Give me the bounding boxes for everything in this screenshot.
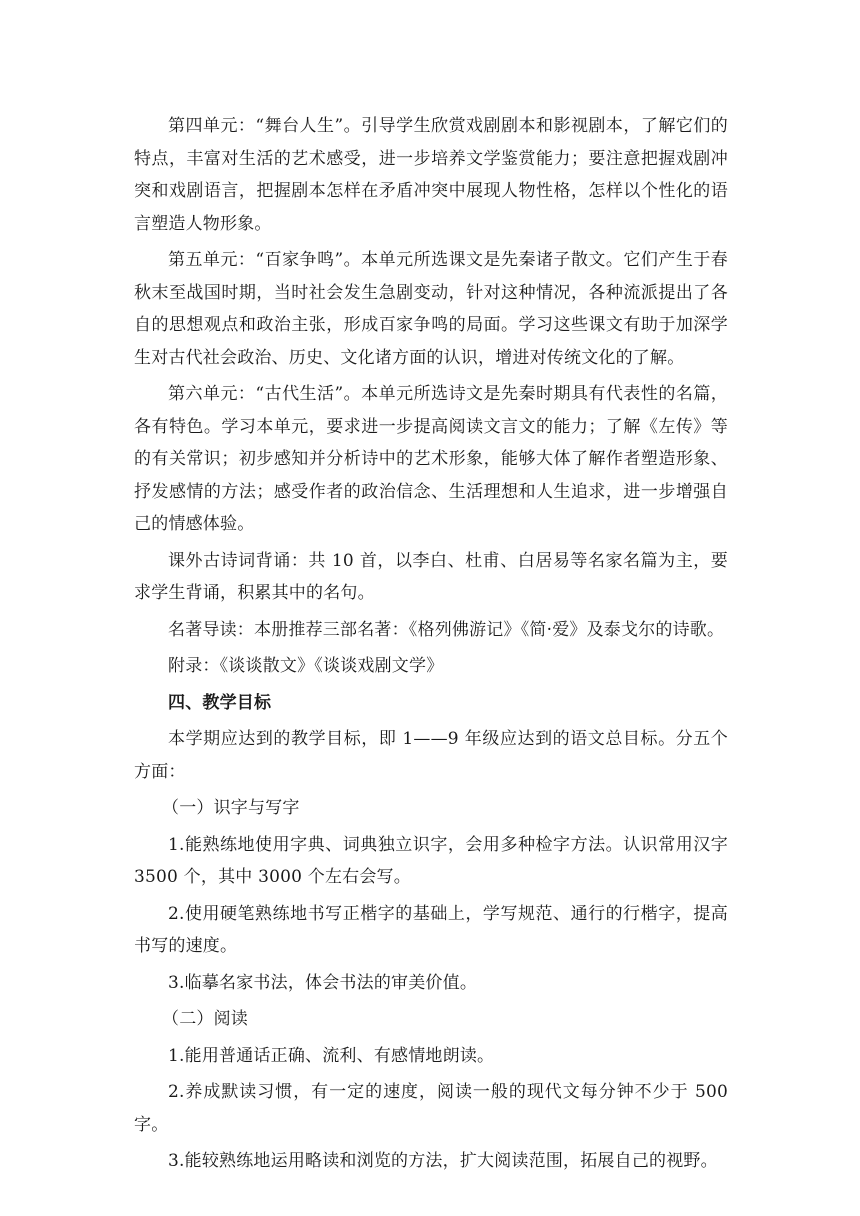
subsection-title-reading: （二）阅读 [162, 1009, 248, 1029]
paragraph-unit5: 第五单元：“百家争鸣”。本单元所选课文是先秦诸子散文。它们产生于春秋末至战国时期，当时社会发生急剧变动，针对这种情况，各种流派提出了各自的思想观点和政治主张，形成百家争鸣的局面。学习这些课文有助于加深学生对古代社会政治、历史、文化诸方面的认识，增进对传统文化的了解。 [134, 250, 728, 368]
paragraph-appendix: 附录：《谈谈散文》《谈谈戏剧文学》 [168, 656, 444, 676]
list-item: 1.能用普通话正确、流利、有感情地朗读。 [168, 1045, 495, 1066]
list-item: 2.养成默读习惯，有一定的速度，阅读一般的现代文每分钟不少于 500 字。 [134, 1082, 728, 1135]
list-item: 1.能熟练地使用字典、词典独立识字，会用多种检字方法。认识常用汉字 3500 个，其中 3000 个左右会写。 [134, 834, 728, 887]
list-item: 2.使用硬笔熟练地书写正楷字的基础上，学写规范、通行的行楷字，提高书写的速度。 [134, 903, 728, 956]
paragraph-unit6: 第六单元：“古代生活”。本单元所选诗文是先秦时期具有代表性的名篇，各有特色。学习本单元，要求进一步提高阅读文言文的能力；了解《左传》等的有关常识；初步感知并分析诗中的艺术形象，能够大体了解作者塑造形象、抒发感情的方法；感受作者的政治信念、生活理想和人生追求，进一步增强自己的情感体验。 [134, 384, 728, 534]
paragraph-poems: 课外古诗词背诵：共 10 首，以李白、杜甫、白居易等名家名篇为主，要求学生背诵，积累其中的名句。 [134, 550, 728, 603]
paragraph-unit4: 第四单元：“舞台人生”。引导学生欣赏戏剧剧本和影视剧本，了解它们的特点，丰富对生活的艺术感受，进一步培养文学鉴赏能力；要注意把握戏剧冲突和戏剧语言，把握剧本怎样在矛盾冲突中展现人物性格，怎样以个性化的语言塑造人物形象。 [134, 116, 728, 234]
document-page [134, 110, 728, 1182]
list-item: 3.临摹名家书法，体会书法的审美价值。 [168, 972, 478, 993]
section-heading-teaching-goals: 四、教学目标 [168, 692, 272, 713]
subsection-title-literacy: （一）识字与写字 [162, 798, 300, 818]
list-item: 3.能较熟练地运用略读和浏览的方法，扩大阅读范围，拓展自己的视野。 [168, 1151, 718, 1171]
paragraph-classics: 名著导读：本册推荐三部名著：《格列佛游记》《简·爱》及泰戈尔的诗歌。 [168, 619, 725, 640]
paragraph-goal-intro: 本学期应达到的教学目标，即 1——9 年级应达到的语文总目标。分五个方面： [134, 729, 728, 782]
